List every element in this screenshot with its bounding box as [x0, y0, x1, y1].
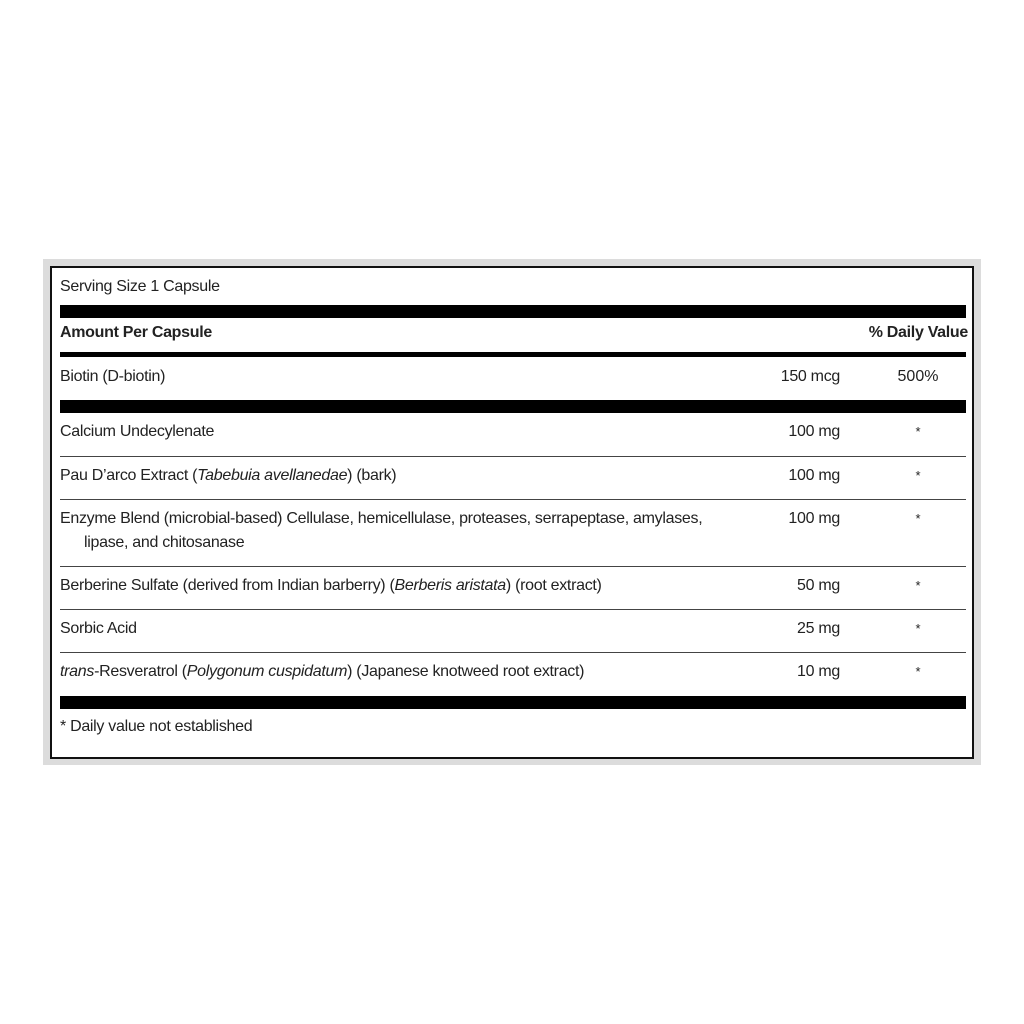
botanical-name: Berberis aristata: [394, 577, 506, 594]
ingredient-name: Pau D’arco Extract (Tabebuia avellanedae) (bark): [60, 467, 397, 484]
daily-value-header: % Daily Value: [868, 324, 968, 341]
table-row: [60, 574, 966, 598]
ingredient-name: Calcium Undecylenate: [60, 423, 215, 440]
row-divider: [60, 499, 966, 500]
ingredient-amount: 10 mg: [797, 663, 840, 680]
ingredient-name-continued: lipase, and chitosanase: [84, 534, 245, 551]
table-row: [60, 420, 966, 444]
footnote: * Daily value not established: [60, 718, 253, 735]
thick-divider: [60, 696, 966, 709]
ingredient-daily-value: *: [915, 621, 921, 636]
ingredient-daily-value: *: [915, 578, 921, 593]
ingredient-name: Enzyme Blend (microbial-based) Cellulase, hemicellulase, proteases, serrapeptase, amylases,: [60, 510, 703, 527]
ingredient-amount: 100 mg: [788, 467, 840, 484]
serving-size: Serving Size 1 Capsule: [60, 278, 220, 295]
ingredient-daily-value: *: [915, 511, 921, 526]
ingredient-amount: 100 mg: [788, 510, 840, 527]
supplement-facts-panel: [50, 266, 974, 759]
ingredient-name: Berberine Sulfate (derived from Indian barberry) (Berberis aristata) (root extract): [60, 577, 602, 594]
ingredient-amount: 100 mg: [788, 423, 840, 440]
row-divider: [60, 609, 966, 610]
ingredient-amount: 150 mcg: [780, 368, 840, 385]
ingredient-daily-value: 500%: [897, 368, 939, 385]
amount-per-header: Amount Per Capsule: [60, 324, 212, 341]
ingredient-name: Sorbic Acid: [60, 620, 137, 637]
prefix-italic: trans: [60, 663, 95, 680]
thick-divider: [60, 400, 966, 413]
ingredient-daily-value: *: [915, 664, 921, 679]
row-divider: [60, 652, 966, 653]
table-row: [60, 617, 966, 641]
table-row: [60, 507, 966, 555]
ingredient-amount: 50 mg: [797, 577, 840, 594]
medium-divider: [60, 352, 966, 357]
ingredient-amount: 25 mg: [797, 620, 840, 637]
botanical-name: Polygonum cuspidatum: [186, 663, 348, 680]
ingredient-daily-value: *: [915, 468, 921, 483]
table-row: [60, 365, 966, 389]
thick-divider: [60, 305, 966, 318]
row-divider: [60, 456, 966, 457]
row-divider: [60, 566, 966, 567]
table-row: [60, 464, 966, 488]
ingredient-name: Biotin (D-biotin): [60, 368, 166, 385]
ingredient-daily-value: *: [915, 424, 921, 439]
botanical-name: Tabebuia avellanedae: [197, 467, 348, 484]
table-row: [60, 660, 966, 684]
ingredient-name: trans-Resveratrol (Polygonum cuspidatum) (Japanese knotweed root extract): [60, 663, 585, 680]
